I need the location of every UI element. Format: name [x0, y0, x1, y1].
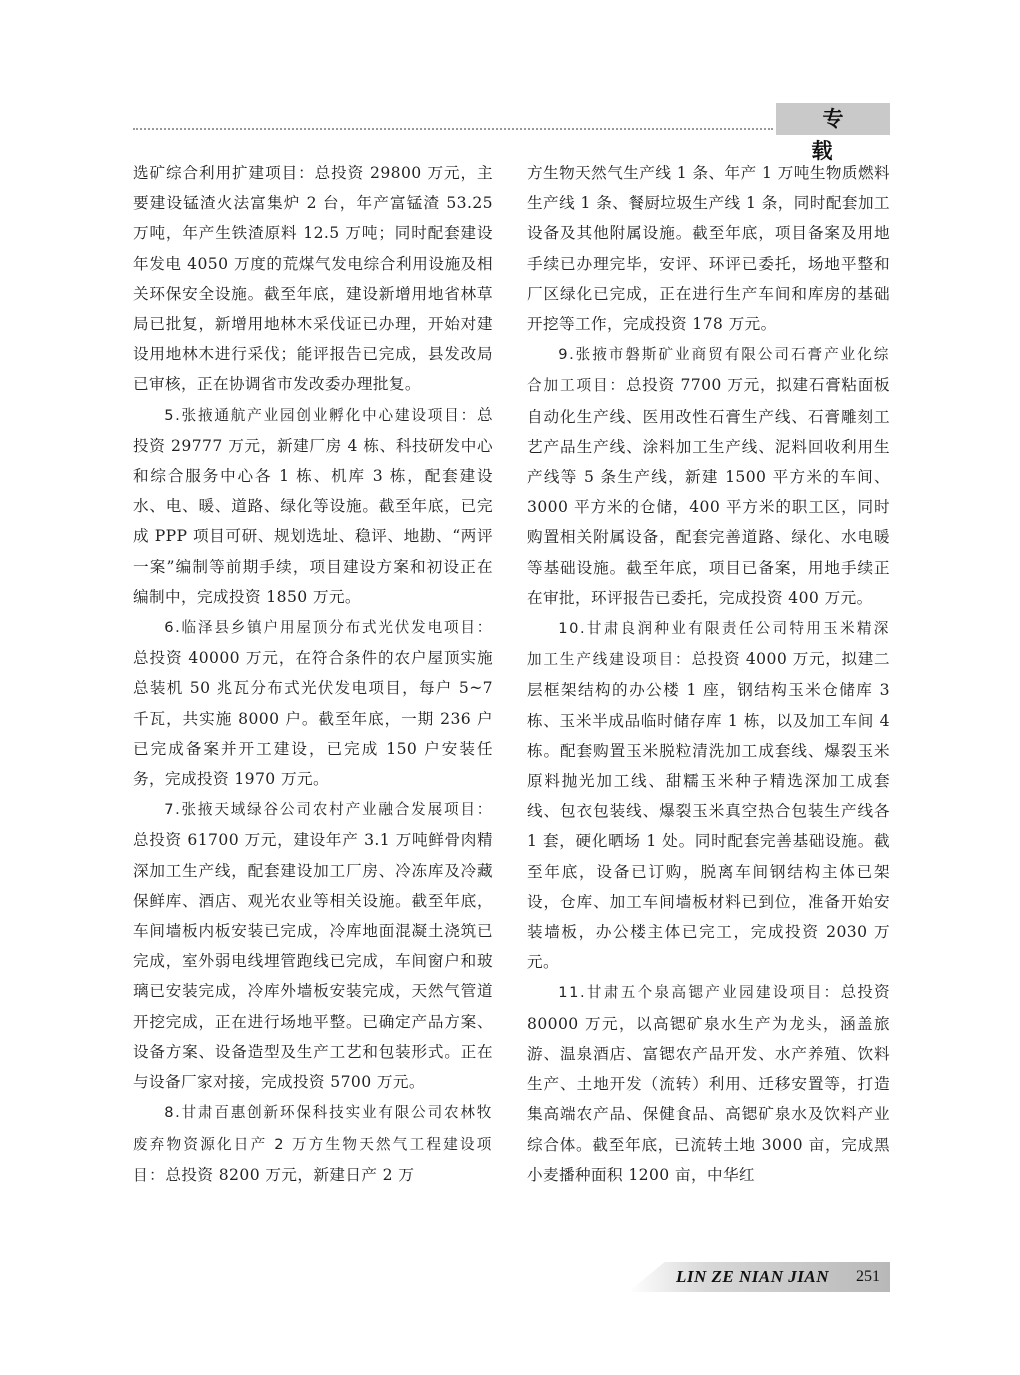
- item-heading: 8.甘肃百惠创新环保科技实业有限公司农林牧废弃物资源化日产 2 万方生物天然气工程建设项目：: [133, 1104, 493, 1184]
- item-heading: 6.临泽县乡镇户用屋顶分布式光伏发电项目：: [164, 619, 493, 637]
- paragraph-text: 总投资 80000 万元，以高锶矿泉水生产为龙头，涵盖旅游、温泉酒店、富锶农产品开发、水产养殖、饮料生产、土地开发（流转）利用、迁移安置等，打造集高端农产品、保健食品、高锶矿泉水及饮料产业综合体。截至年底，已流转土地 3000 亩，完成黑小麦播种面积 1200 亩，中华红: [527, 983, 890, 1184]
- item-heading: 7.张掖天域绿谷公司农村产业融合发展项目：: [164, 801, 493, 819]
- paragraph: [133, 1097, 493, 1191]
- paragraph: [527, 613, 890, 977]
- section-title-tab: 专 载: [776, 103, 890, 135]
- paragraph: [133, 794, 493, 1097]
- item-heading: 5.张掖通航产业园创业孵化中心建设项目：: [164, 406, 477, 424]
- right-column: [527, 158, 890, 1190]
- paragraph: [133, 612, 493, 794]
- paragraph-text: 总投资 29777 万元，新建厂房 4 栋、科技研发中心和综合服务中心各 1 栋、机库 3 栋，配套建设水、电、暖、道路、绿化等设施。截至年底，已完成 PPP 项目可研、规划选址、稳评、地勘、“两评一案”编制等前期手续，项目建设方案和初设正在编制中，完成投资 1850 万元。: [133, 405, 493, 606]
- left-column: [133, 158, 493, 1191]
- item-heading: 10.甘肃良润种业有限责任公司特用玉米精深加工生产线建设项目：: [527, 620, 890, 669]
- paragraph-text: 选矿综合利用扩建项目：总投资 29800 万元，主要建设锰渣火法富集炉 2 台，年产富锰渣 53.25 万吨，年产生铁渣原料 12.5 万吨；同时配套建设年发电 4050 万度的荒煤气发电综合利用设施及相关环保安全设施。截至年底，建设新增用地省林草局已批复，新增用地林木采伐证已办理，开始对建设用地林木进行采伐；能评报告已完成，县发改局已审核，正在协调省市发改委办理批复。: [133, 164, 493, 394]
- paragraph-text: 总投资 7700 万元，拟建石膏粘面板自动化生产线、医用改性石膏生产线、石膏雕刻工艺产品生产线、涂料加工生产线、泥料回收利用生产线等 5 条生产线，新建 1500 平方米的车间、3000 平方米的仓储，400 平方米的职工区，同时购置相关附属设备，配套完善道路、绿化、水电暖等基础设施。截至年底，项目已备案，用地手续正在审批，环评报告已委托，完成投资 400 万元。: [527, 376, 890, 607]
- item-heading: 11.甘肃五个泉高锶产业园建设项目：: [558, 984, 841, 1002]
- paragraph: [133, 400, 493, 612]
- item-heading: 9.张掖市磐斯矿业商贸有限公司石膏产业化综合加工项目：: [527, 346, 890, 395]
- header-dotted-rule: [133, 128, 773, 130]
- paragraph: [527, 977, 890, 1189]
- paragraph: [527, 158, 890, 339]
- paragraph-text: 方生物天然气生产线 1 条、年产 1 万吨生物质燃料生产线 1 条、餐厨垃圾生产线 1 条，同时配套加工设备及其他附属设施。截至年底，项目备案及用地手续已办理完毕，安评、环评已委托，场地平整和厂区绿化已完成，正在进行生产车间和库房的基础开挖等工作，完成投资 178 万元。: [527, 164, 890, 334]
- paragraph: [527, 339, 890, 613]
- paragraph-text: 总投资 8200 万元，新建日产 2 万: [165, 1165, 415, 1184]
- page-number: 251: [856, 1268, 880, 1285]
- running-title: LIN ZE NIAN JIAN: [676, 1267, 829, 1286]
- paragraph-text: 总投资 4000 万元，拟建二层框架结构的办公楼 1 座，钢结构玉米仓储库 3 栋、玉米半成品临时储存库 1 栋，以及加工车间 4 栋。配套购置玉米脱粒清洗加工成套线、爆裂玉米原料抛光加工线、甜糯玉米种子精选深加工成套线、包衣包装线、爆裂玉米真空热合包装生产线各 1 套，硬化晒场 1 处。同时配套完善基础设施。截至年底，设备已订购，脱离车间钢结构主体已架设，仓库、加工车间墙板材料已到位，准备开始安装墙板，办公楼主体已完工，完成投资 2030 万元。: [527, 650, 890, 972]
- paragraph-text: 总投资 61700 万元，建设年产 3.1 万吨鲜骨肉精深加工生产线，配套建设加工厂房、冷冻库及冷藏保鲜库、酒店、观光农业等相关设施。截至年底，车间墙板内板安装已完成，冷库地面混凝土浇筑已完成，室外弱电线埋管跑线已完成，车间窗户和玻璃已安装完成，冷库外墙板安装完成，天然气管道开挖完成，正在进行场地平整。已确定产品方案、设备方案、设备造型及生产工艺和包装形式。正在与设备厂家对接，完成投资 5700 万元。: [133, 831, 493, 1092]
- paragraph: [133, 158, 493, 400]
- paragraph-text: 总投资 40000 万元，在符合条件的农户屋顶实施总装机 50 兆瓦分布式光伏发电项目，每户 5~7 千瓦，共实施 8000 户。截至年底，一期 236 户已完成备案并开工建设，已完成 150 户安装任务，完成投资 1970 万元。: [133, 649, 493, 789]
